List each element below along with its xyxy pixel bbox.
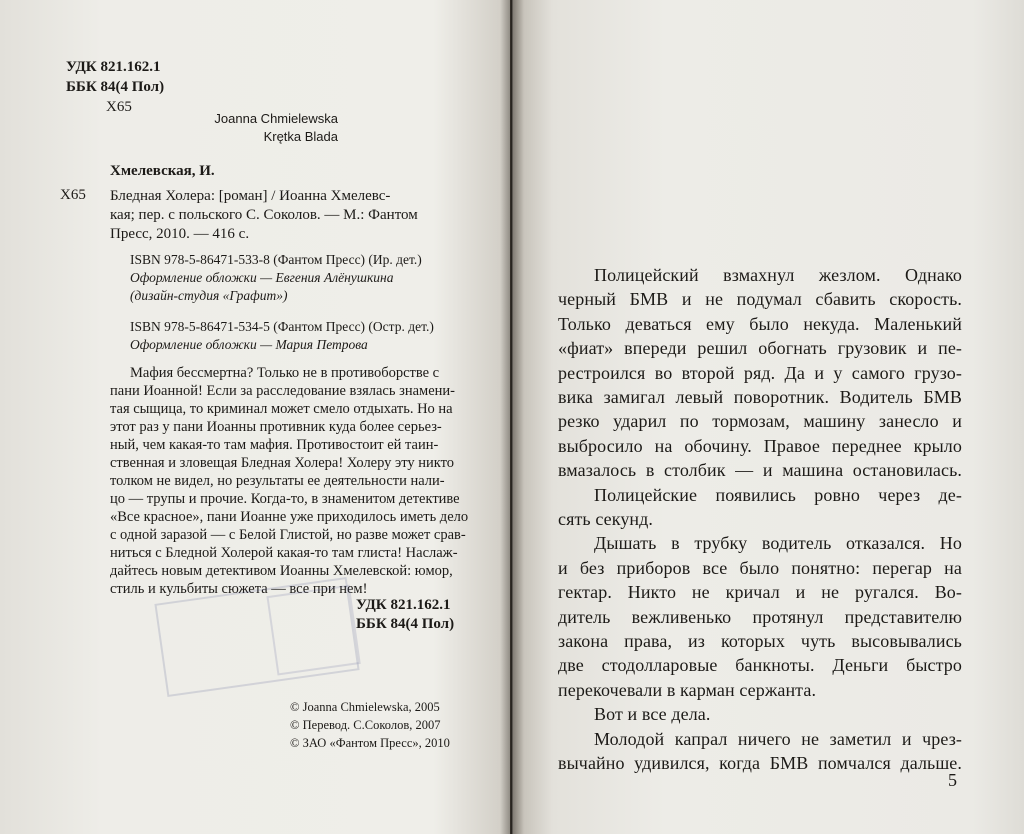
book-gutter bbox=[500, 0, 524, 834]
body-text-line: перекочевали в карман сержанта. bbox=[558, 680, 817, 700]
isbn-2: ISBN 978-5-86471-534-5 (Фантом Пресс) (Остр. дет.) bbox=[130, 319, 434, 334]
body-text-line: вычайно удивился, когда БМВ помчался дальше. bbox=[558, 753, 962, 773]
annotation-line: толком не видел, но результаты ее деятельности нали- bbox=[110, 473, 445, 489]
body-text-line: вмазалось в столбик — и машина остановилась. bbox=[558, 460, 962, 480]
annotation-line: «Все красное», пани Иоанне уже приходилось иметь дело bbox=[110, 509, 469, 525]
copyright-line: © Перевод. С.Соколов, 2007 bbox=[290, 718, 441, 732]
udk-code-bottom: УДК 821.162.1 bbox=[356, 597, 451, 613]
author-mark: Х65 bbox=[106, 99, 132, 115]
original-title: Krętka Blada bbox=[263, 129, 338, 144]
body-text-line: «фиат» впереди решил обогнать грузовик и пе- bbox=[558, 338, 962, 358]
left-page bbox=[0, 0, 510, 834]
body-text-line: Только деваться ему было некуда. Маленький bbox=[558, 314, 962, 334]
body-text-line: Молодой капрал ничего не заметил и чрез- bbox=[594, 729, 962, 749]
body-text-line: гектар. Никто не кричал и не ругался. Во- bbox=[558, 582, 962, 602]
body-text-line: сять секунд. bbox=[558, 509, 654, 529]
catalog-mark: Х65 bbox=[60, 187, 86, 203]
body-text-line: Полицейский взмахнул жезлом. Однако bbox=[594, 265, 962, 285]
body-text-line: дитель вежливенько протянул представителю bbox=[558, 607, 962, 627]
catalog-line: Бледная Холера: [роман] / Иоанна Хмелевс- bbox=[110, 188, 391, 204]
cover-design-2: Оформление обложки — Мария Петрова bbox=[130, 337, 368, 352]
udk-code: УДК 821.162.1 bbox=[66, 59, 161, 75]
udk-block bbox=[66, 57, 164, 117]
copyright-line: © ЗАО «Фантом Пресс», 2010 bbox=[290, 736, 450, 750]
annotation-line: этот раз у пани Иоанны противник куда более серьез- bbox=[110, 419, 442, 435]
annotation-line: пани Иоанной! Если за расследование взялась знамени- bbox=[110, 383, 455, 399]
design-studio: (дизайн-студия «Графит») bbox=[130, 288, 288, 303]
body-text-line: две стодолларовые банкноты. Деньги быстро bbox=[558, 655, 962, 675]
annotation-line: дайтесь новым детективом Иоанны Хмелевской: юмор, bbox=[110, 563, 453, 579]
copyright-block bbox=[290, 698, 450, 752]
body-text-line: и без приборов все было понятно: перегар на bbox=[558, 558, 962, 578]
body-text-line: закона права, из которых чуть высовывались bbox=[558, 631, 962, 651]
body-text-line: Дышать в трубку водитель отказался. Но bbox=[594, 533, 962, 553]
bbk-code: ББК 84(4 Пол) bbox=[66, 79, 165, 95]
bbk-code-bottom: ББК 84(4 Пол) bbox=[356, 616, 455, 632]
isbn-1: ISBN 978-5-86471-533-8 (Фантом Пресс) (Ир. дет.) bbox=[130, 252, 422, 267]
page-number: 5 bbox=[948, 770, 957, 790]
body-text-line: Полицейские появились ровно через де- bbox=[594, 485, 962, 505]
annotation-line: Мафия бессмертна? Только не в противоборстве с bbox=[130, 365, 440, 381]
annotation-line: ственная и зловещая Бледная Холера! Холеру эту никто bbox=[110, 455, 455, 471]
udk-bottom-block bbox=[356, 596, 454, 634]
body-text-line: рестроился во второй ряд. Да и у самого грузо- bbox=[558, 363, 962, 383]
annotation-line: ниться с Бледной Холерой какая-то там глиста! Наслаж- bbox=[110, 545, 458, 561]
body-text-line: Вот и все дела. bbox=[594, 704, 711, 724]
annotation-line: с одной заразой — с Белой Глистой, но разве может срав- bbox=[110, 527, 466, 543]
original-credits bbox=[188, 110, 338, 146]
annotation-line: стиль и кульбиты сюжета — все при нем! bbox=[110, 581, 368, 597]
body-text-line: резко ударил по тормозам, машину занесло и bbox=[558, 411, 962, 431]
annotation-line: цо — трупы и прочие. Когда-то, в знаменитом детективе bbox=[110, 491, 460, 507]
body-text-line: черный БМВ и не подумал сбавить скорость. bbox=[558, 289, 962, 309]
body-text-line: вика замигал левый поворотник. Водитель БМВ bbox=[558, 387, 962, 407]
original-author: Joanna Chmielewska bbox=[214, 111, 338, 126]
catalog-line: Пресс, 2010. — 416 с. bbox=[110, 226, 250, 242]
catalog-author: Хмелевская, И. bbox=[110, 163, 215, 179]
annotation-line: ный, чем какая-то там мафия. Противостоит ей таин- bbox=[110, 437, 439, 453]
annotation-line: тая сыщица, то криминал может смело отдыхать. Но на bbox=[110, 401, 453, 417]
cover-design-1: Оформление обложки — Евгения Алёнушкина bbox=[130, 270, 394, 285]
body-text-line: выбросило на обочину. Правое переднее крыло bbox=[558, 436, 962, 456]
catalog-line: кая; пер. с польского С. Соколов. — М.: Фантом bbox=[110, 207, 418, 223]
copyright-line: © Joanna Chmielewska, 2005 bbox=[290, 700, 440, 714]
